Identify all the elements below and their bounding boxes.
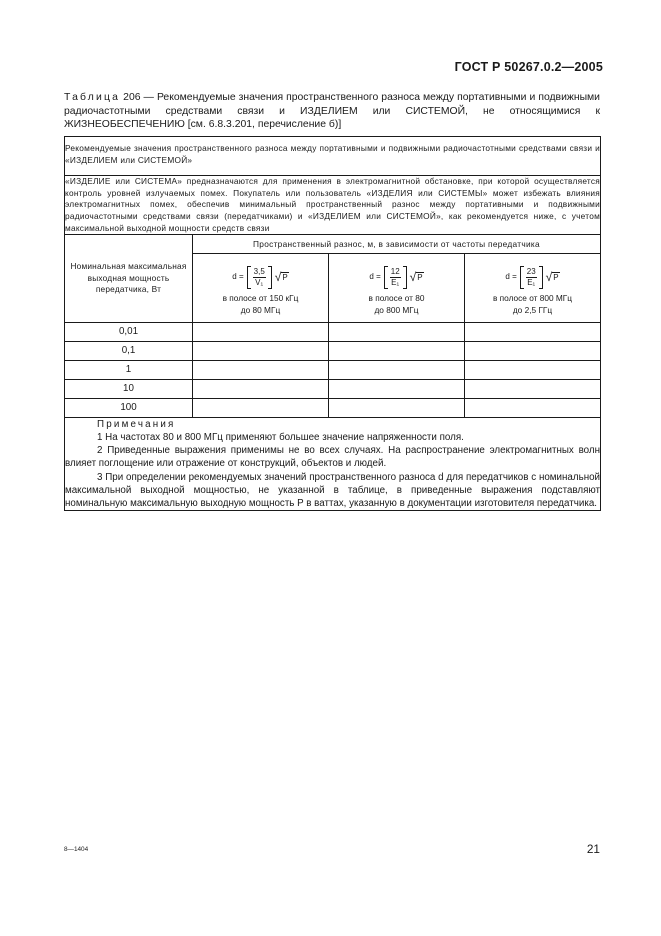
- band-label: в полосе от 800 МГц: [492, 293, 573, 304]
- power-value: 10: [65, 380, 193, 399]
- formula-numerator: 3,5: [253, 266, 265, 276]
- table-row: [65, 342, 601, 361]
- note-2: 2 Приведенные выражения применимы не во всех случаях. На распространение электромагнитных волн влияет поглощение или отражение от конструкций, объектов и людей.: [65, 445, 601, 470]
- table-row: [65, 361, 601, 380]
- caption-text: 206 — Рекомендуемые значения пространственного разноса между портативными и подвижными радиочастотными средствами связи и ИЗДЕЛИЕМ или СИСТЕМОЙ, не относящимися к ЖИЗНЕОБЕСПЕЧЕНИЮ [см. 6.8.3.201, перечисление б)]: [64, 92, 600, 131]
- formula-radicand: P: [282, 273, 288, 283]
- empty-cell: [193, 342, 329, 361]
- separation-distance-table: [64, 136, 601, 511]
- sqrt-symbol: √ P: [409, 270, 423, 285]
- standard-header: ГОСТ Р 50267.0.2—2005: [454, 60, 603, 74]
- note-1: 1 На частотах 80 и 800 МГц применяют большее значение напряженности поля.: [97, 432, 464, 444]
- formula-3: [465, 265, 600, 289]
- empty-cell: [465, 323, 601, 342]
- table-row: [65, 323, 601, 342]
- empty-cell: [329, 323, 465, 342]
- formula-denominator: V₁: [255, 277, 264, 287]
- empty-cell: [465, 342, 601, 361]
- formula-lhs: d =: [369, 272, 381, 282]
- power-value: 100: [65, 399, 193, 418]
- table-intro-description: «ИЗДЕЛИЕ или СИСТЕМА» предназначаются для применения в электромагнитной обстановке, при которой осуществляется контроль уровней излучаемых помех. Покупатель или пользователь «ИЗДЕЛИЯ или СИСТЕМЫ» может избежать влияния электромагнитных помех, обеспечив минимальный пространственный разнос между портативными и подвижными радиочастотными средствами связи (передатчиками) и «ИЗДЕЛИЕМ или СИСТЕМОЙ», как рекомендуется ниже, с учетом максимальной выходной мощности средств связи: [65, 176, 601, 235]
- empty-cell: [465, 399, 601, 418]
- page-number: 21: [586, 842, 600, 856]
- empty-cell: [465, 380, 601, 399]
- table-row: [65, 399, 601, 418]
- power-value: 0,1: [65, 342, 193, 361]
- table-caption: [64, 91, 600, 132]
- note-3: 3 При определении рекомендуемых значений пространственного разноса d для передатчиков с номинальной максимальной выходной мощностью, не указанной в таблице, в приведенные выражения подставляют номинальную максимальную выходную мощность P в ваттах, указанную в документации изготовителя передатчика.: [65, 471, 601, 509]
- notes-title: Примечания: [97, 419, 176, 431]
- band-label-end: до 80 МГц: [240, 304, 281, 315]
- empty-cell: [329, 342, 465, 361]
- band-label: в полосе от 150 кГц: [222, 293, 299, 304]
- power-value: 0,01: [65, 323, 193, 342]
- column-header-power: Номинальная максимальная выходная мощность передатчика, Вт: [65, 235, 193, 323]
- formula-cell-1: [193, 254, 329, 323]
- column-header-distance: Пространственный разнос, м, в зависимости от частоты передатчика: [193, 235, 601, 254]
- formula-numerator: 23: [526, 266, 536, 276]
- formula-2: [329, 265, 464, 289]
- sqrt-symbol: √ P: [274, 270, 288, 285]
- empty-cell: [329, 380, 465, 399]
- empty-cell: [193, 361, 329, 380]
- formula-radicand: P: [553, 273, 559, 283]
- band-label-end: до 2,5 ГГц: [512, 304, 553, 315]
- formula-lhs: d =: [505, 272, 517, 282]
- empty-cell: [465, 361, 601, 380]
- empty-cell: [329, 361, 465, 380]
- formula-cell-3: [465, 254, 601, 323]
- empty-cell: [193, 380, 329, 399]
- caption-label: Таблица: [64, 92, 121, 103]
- formula-numerator: 12: [390, 266, 400, 276]
- table-row: [65, 380, 601, 399]
- formula-denominator: E₁: [391, 277, 400, 287]
- formula-1: [193, 265, 328, 289]
- formula-lhs: d =: [232, 272, 244, 282]
- notes-section: [65, 418, 601, 511]
- empty-cell: [193, 399, 329, 418]
- formula-radicand: P: [417, 273, 423, 283]
- empty-cell: [193, 323, 329, 342]
- power-value: 1: [65, 361, 193, 380]
- sqrt-symbol: √ P: [545, 270, 559, 285]
- formula-denominator: E₁: [527, 277, 536, 287]
- print-code: 8—1404: [64, 846, 89, 853]
- band-label: в полосе от 80: [368, 293, 425, 304]
- band-label-end: до 800 МГц: [374, 304, 419, 315]
- formula-cell-2: [329, 254, 465, 323]
- table-intro-title: Рекомендуемые значения пространственного разноса между портативными и подвижными радиочастотными средствами связи и «ИЗДЕЛИЕМ или СИСТЕМОЙ»: [65, 137, 601, 176]
- empty-cell: [329, 399, 465, 418]
